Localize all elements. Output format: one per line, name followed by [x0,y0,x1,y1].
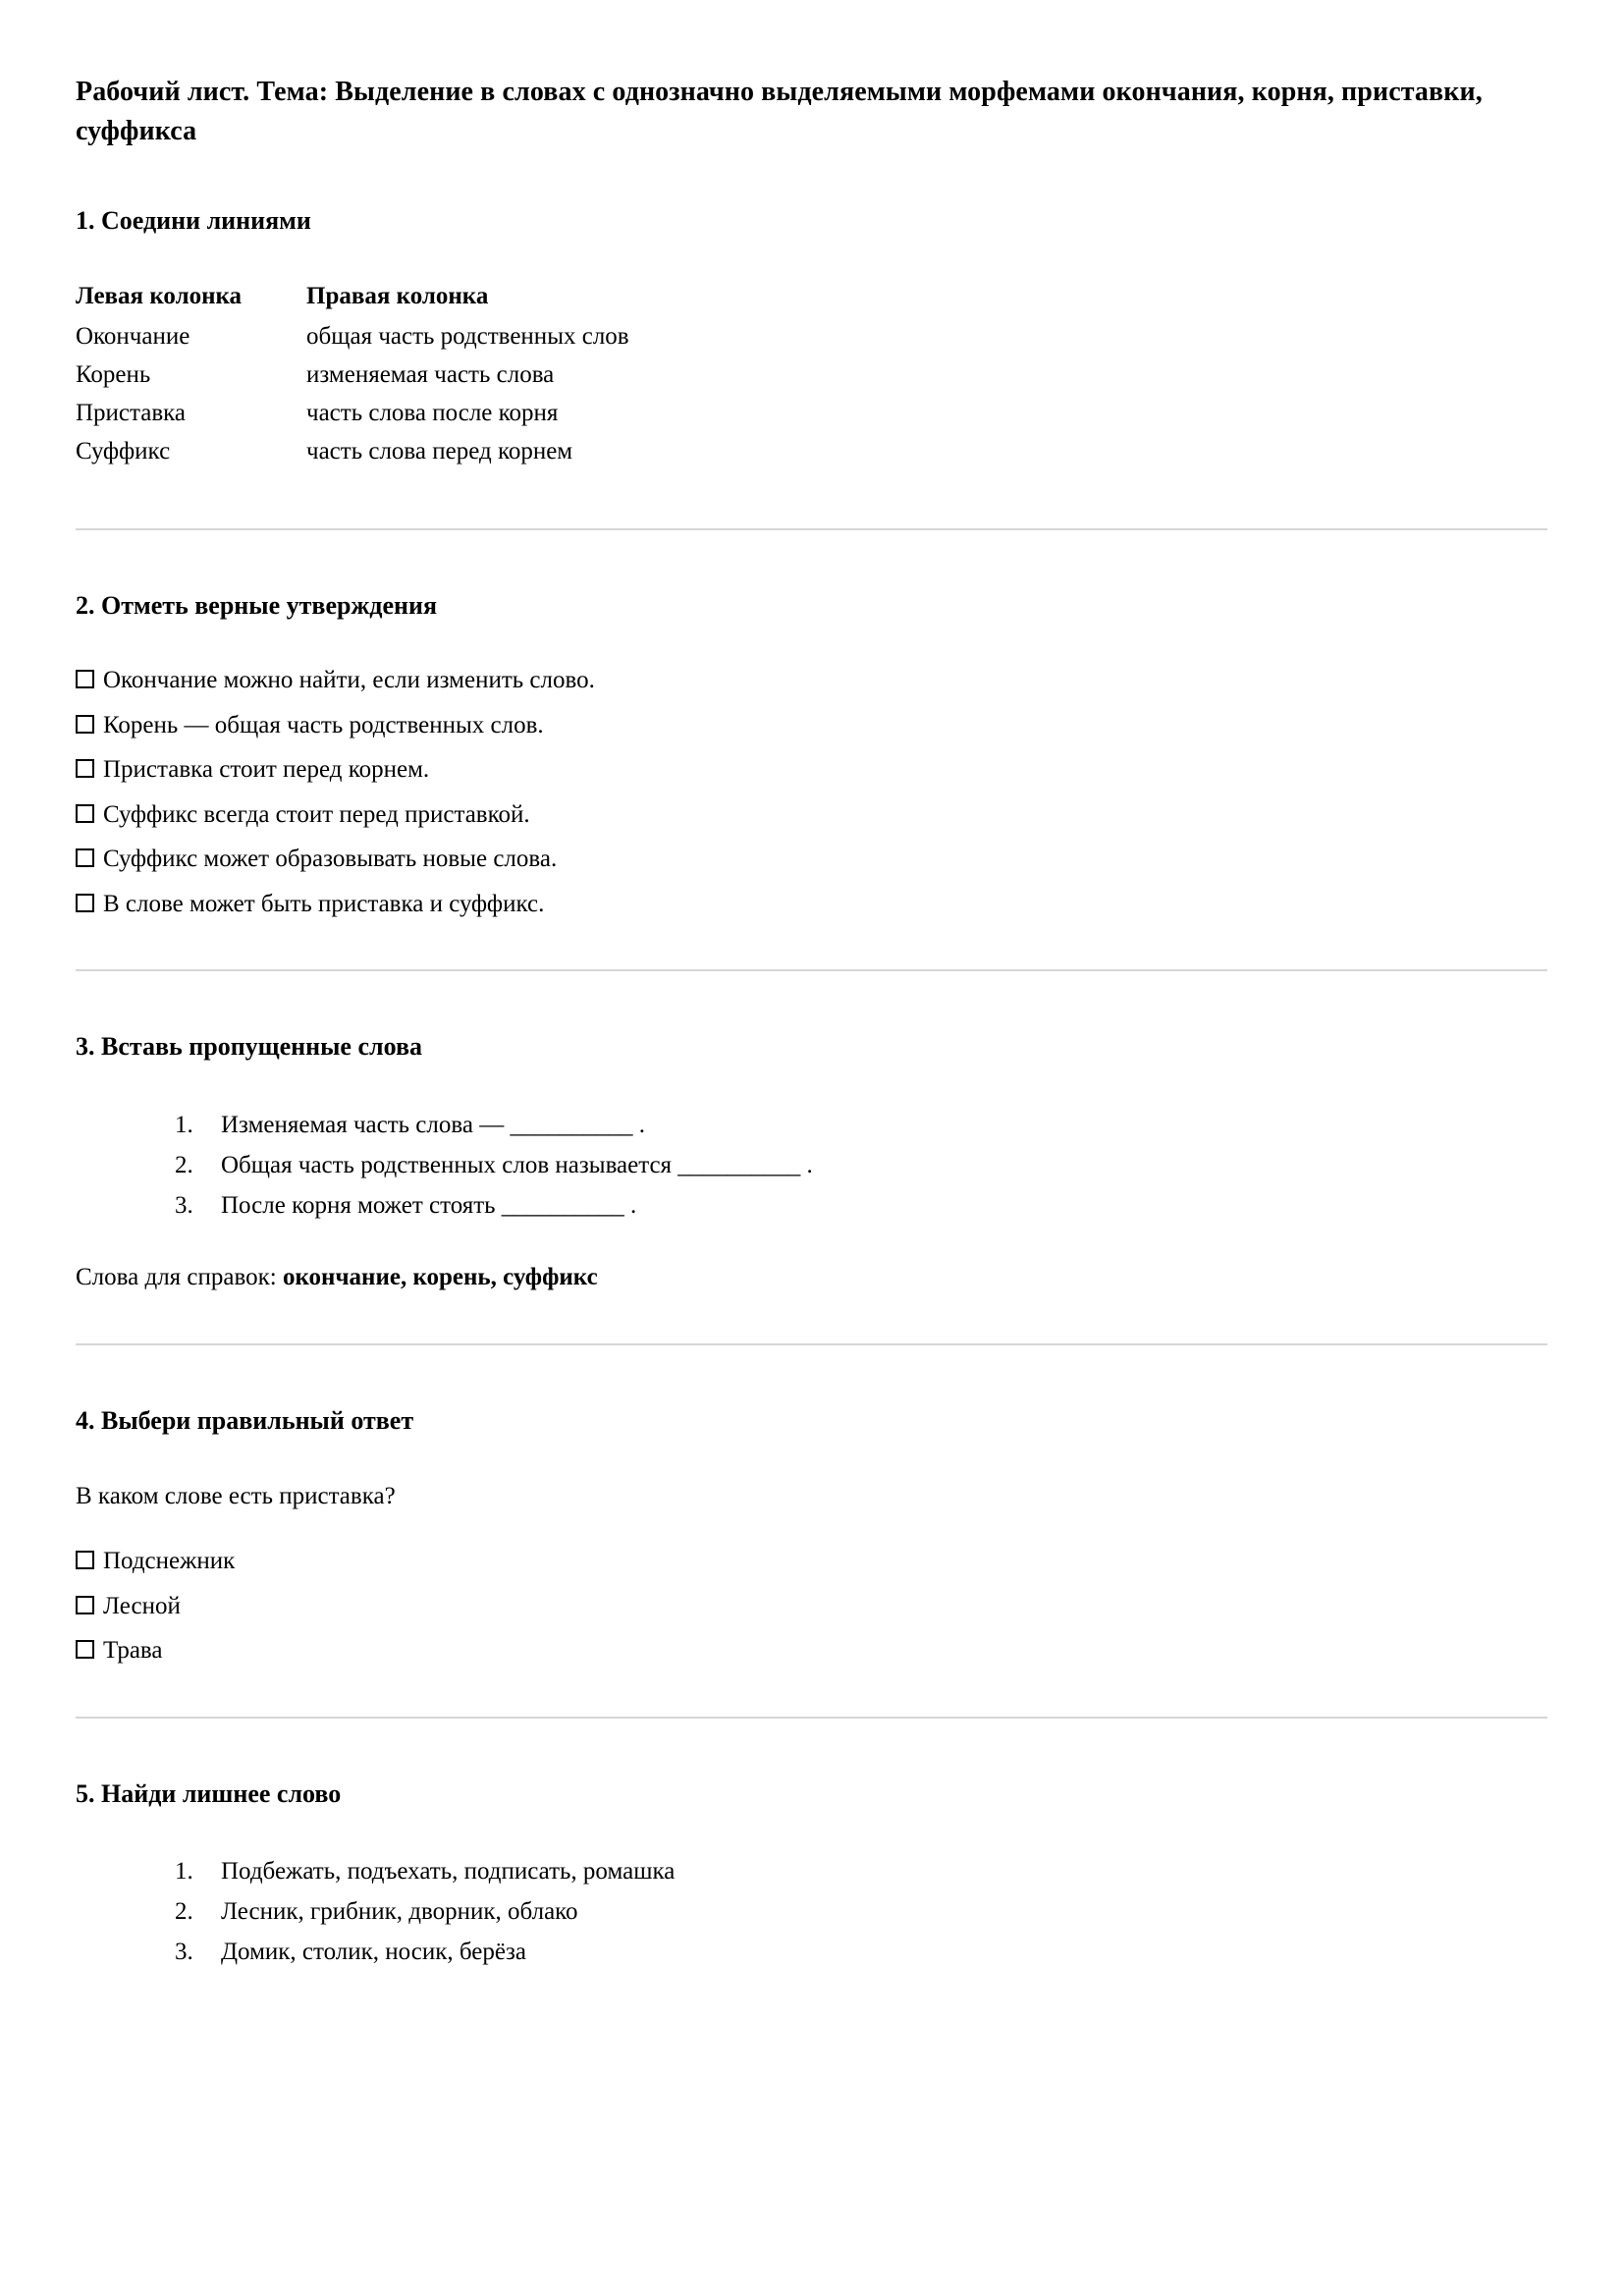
statement-label: Суффикс может образовывать новые слова. [103,846,558,873]
statement-label: В слове может быть приставка и суффикс. [103,890,545,917]
section-1-heading: 1. Соедини линиями [76,205,311,235]
option-label: Лесной [103,1592,181,1619]
list-item[interactable]: 2. Лесник, грибник, дворник, облако [199,1897,1547,1927]
list-item[interactable]: 2. Общая часть родственных слов называется __________ . [199,1151,1547,1180]
section-5 [76,1777,1547,1968]
list-item[interactable] [76,800,1547,830]
list-item[interactable] [76,666,1547,695]
list-item[interactable] [76,711,1547,740]
checkbox-icon[interactable] [76,894,94,912]
matching-table [76,284,629,477]
section-2 [76,589,1547,918]
list-item[interactable]: 1. Изменяемая часть слова — __________ . [199,1111,1547,1140]
match-definition[interactable]: часть слова после корня [306,400,559,427]
checkbox-icon[interactable] [76,759,94,778]
page-title: Рабочий лист. Тема: Выделение в словах с однозначно выделяемыми морфемами окончания, корня, приставки, суффикса [76,77,1483,146]
spacer [76,1292,1547,1343]
spacer [76,1666,1547,1717]
match-definition[interactable]: общая часть родственных слов [306,323,629,351]
spacer [76,1221,1547,1262]
table-header-right: Правая колонка [306,283,489,310]
checkbox-icon[interactable] [76,1551,94,1569]
checkbox-icon[interactable] [76,804,94,823]
answer-options [76,1547,1547,1666]
list-item[interactable] [76,1547,1547,1576]
spacer [76,918,1547,969]
spacer [76,1438,1547,1481]
statement-label: Окончание можно найти, если изменить слово. [103,667,595,694]
section-3 [76,1030,1547,1292]
checkbox-icon[interactable] [76,848,94,867]
spacer [76,1345,1547,1404]
table-header-row [76,284,629,324]
checkbox-icon[interactable] [76,670,94,688]
spacer [76,151,1547,204]
section-5-heading: 5. Найди лишнее слово [76,1778,342,1808]
match-definition[interactable]: часть слова перед корнем [306,438,573,465]
section-1 [76,204,1547,478]
list-item[interactable]: 3. Домик, столик, носик, берёза [199,1938,1547,1967]
spacer [76,1511,1547,1547]
list-item[interactable] [76,755,1547,785]
match-definition[interactable]: изменяемая часть слова [306,361,555,389]
section-4 [76,1404,1547,1666]
spacer [76,623,1547,666]
match-term[interactable]: Суффикс [76,438,171,465]
table-header-left: Левая колонка [76,283,243,310]
list-item[interactable] [76,845,1547,874]
odd-one-out-list [76,1857,1547,1967]
section-4-heading: 4. Выбери правильный ответ [76,1406,414,1436]
reference-words [76,1262,1547,1292]
list-item[interactable]: 1. Подбежать, подъехать, подписать, ромашка [199,1857,1547,1886]
checkbox-icon[interactable] [76,1640,94,1659]
spacer [76,1719,1547,1777]
question-text: В каком слове есть приставка? [76,1482,396,1509]
spacer [76,971,1547,1030]
spacer [76,1064,1547,1111]
spacer [76,530,1547,589]
spacer [76,237,1547,284]
fill-blank-list [76,1111,1547,1221]
statement-label: Приставка стоит перед корнем. [103,756,430,784]
statement-label: Суффикс всегда стоит перед приставкой. [103,800,530,828]
statement-label: Корень — общая часть родственных слов. [103,711,544,738]
table-row[interactable] [76,362,629,401]
spacer [76,1810,1547,1857]
list-item[interactable] [76,1592,1547,1621]
list-item[interactable] [76,1636,1547,1666]
list-item[interactable] [76,890,1547,919]
match-term[interactable]: Окончание [76,323,190,351]
table-row[interactable] [76,401,629,439]
option-label: Трава [103,1637,163,1665]
checkbox-icon[interactable] [76,1596,94,1614]
match-term[interactable]: Приставка [76,400,187,427]
match-term[interactable]: Корень [76,361,151,389]
checkbox-icon[interactable] [76,715,94,734]
reference-label: Слова для справок: [76,1263,283,1290]
spacer [76,477,1547,528]
reference-word-list: окончание, корень, суффикс [282,1263,598,1290]
statements-checklist [76,666,1547,918]
table-row[interactable] [76,324,629,362]
section-2-heading: 2. Отметь верные утверждения [76,591,438,621]
option-label: Подснежник [103,1548,236,1575]
section-3-heading: 3. Вставь пропущенные слова [76,1032,422,1062]
table-row[interactable] [76,439,629,477]
list-item[interactable]: 3. После корня может стоять __________ . [199,1191,1547,1221]
